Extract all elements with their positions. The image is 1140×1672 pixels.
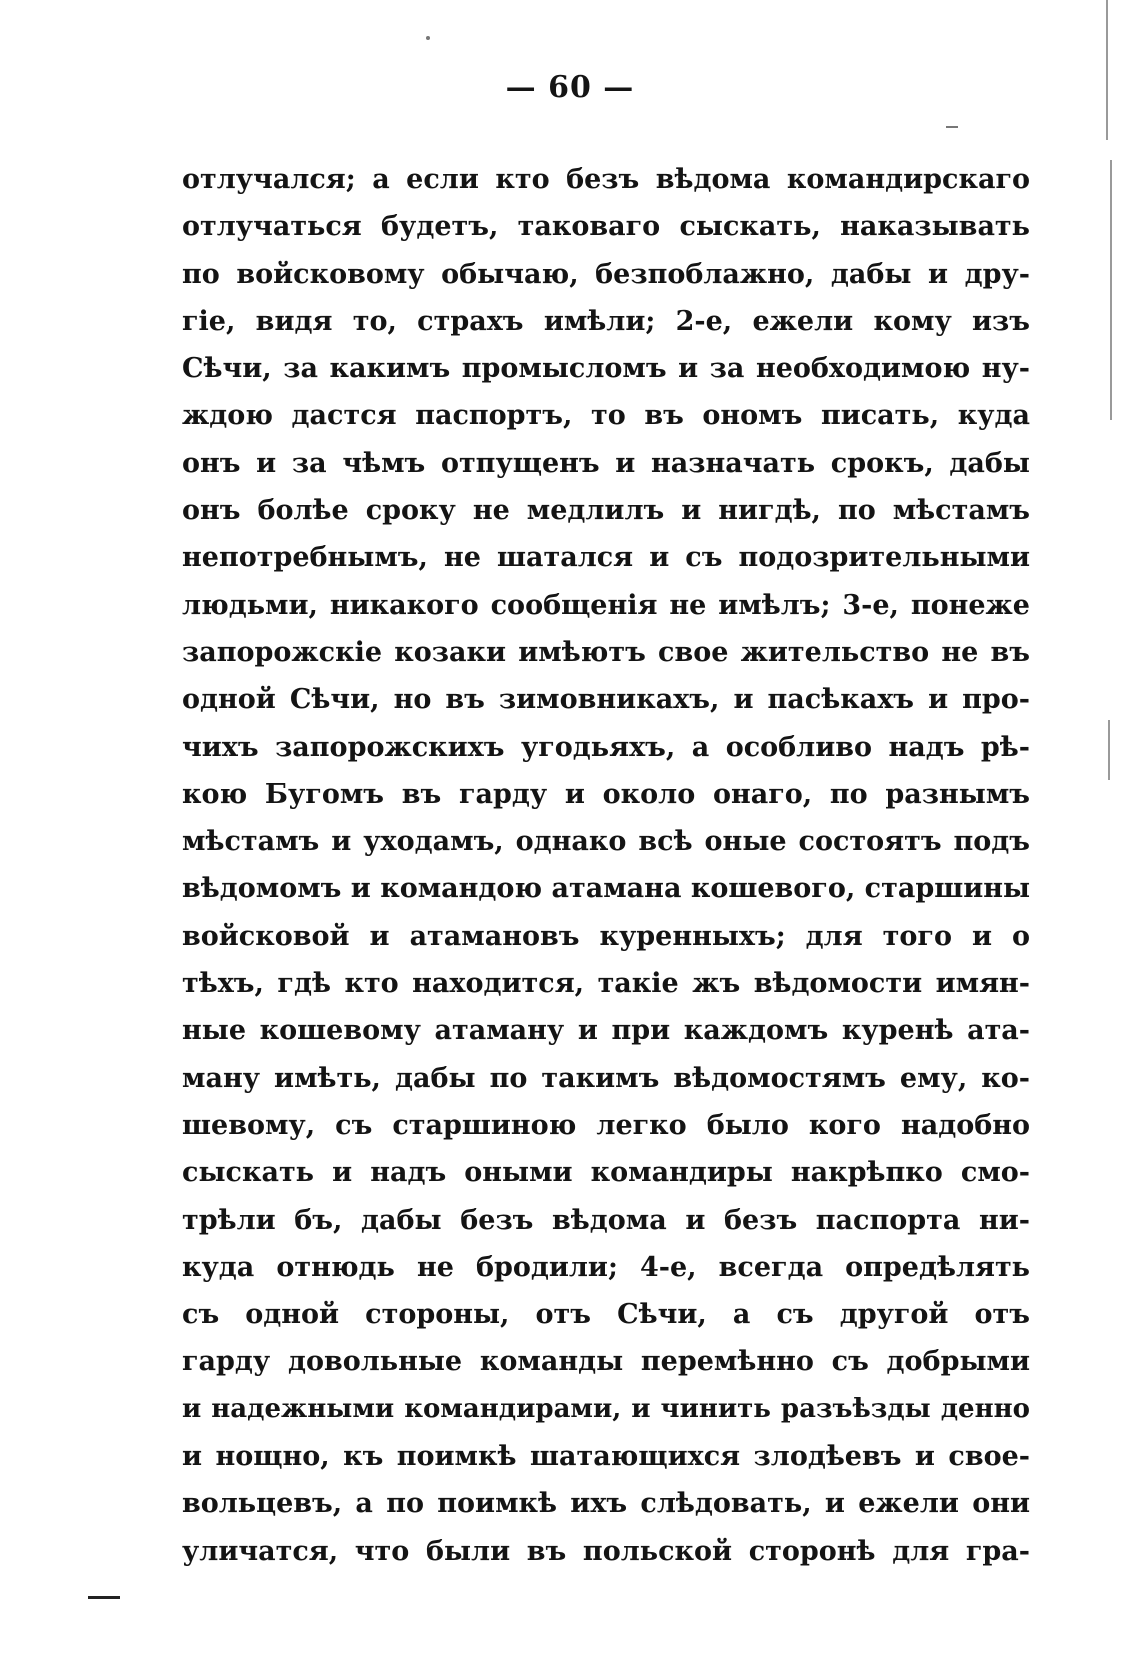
text-line: по войсковому обычаю, безпоблажно, дабы и дру- [182,258,1030,290]
text-line: ману имѣть, дабы по такимъ вѣдомостямъ ему, ко- [182,1062,1030,1094]
text-line: шевому, съ старшиною легко было кого надобно [182,1109,1030,1141]
body-text [182,156,1030,1575]
text-line: тѣхъ, гдѣ кто находится, такіе жъ вѣдомости имян- [182,968,1030,1000]
text-line: и нощно, къ поимкѣ шатающихся злодѣевъ и свое- [182,1441,1030,1473]
text-line: запорожскіе козаки имѣютъ свое жительство не въ [182,636,1030,668]
text-line: трѣли бъ, дабы безъ вѣдома и безъ паспорта ни- [182,1204,1030,1236]
text-line: непотребнымъ, не шатался и съ подозрительными [182,542,1030,574]
text-line: онъ болѣе сроку не медлилъ и нигдѣ, по мѣстамъ [182,495,1030,527]
scan-edge-mark [1110,160,1112,420]
text-line: и надежными командирами, и чинить разъѣзды денно [182,1393,1030,1424]
text-line: уличатся, что были въ польской сторонѣ для гра- [182,1535,1030,1567]
margin-rule [88,1596,120,1599]
text-line: гарду довольные команды перемѣнно съ добрыми [182,1346,1030,1378]
text-line: вѣдомомъ и командою атамана кошевого, старшины [182,873,1031,905]
page-number: — 60 — [505,70,635,105]
text-line: онъ и за чѣмъ отпущенъ и назначать срокъ, дабы [182,447,1030,479]
text-line: ждою дастся паспортъ, то въ ономъ писать, куда [182,400,1030,432]
text-line: сыскать и надъ оными командиры накрѣпко смо- [182,1157,1030,1189]
text-line: одной Сѣчи, но въ зимовникахъ, и пасѣкахъ и про- [182,684,1030,716]
text-line: чихъ запорожскихъ угодьяхъ, а особливо надъ рѣ- [182,731,1030,763]
text-line: отлучаться будетъ, таковаго сыскать, наказывать [182,211,1030,243]
text-line: отлучался; а если кто безъ вѣдома командирскаго [182,164,1030,195]
text-line: Сѣчи, за какимъ промысломъ и за необходимою ну- [182,353,1030,385]
text-line: мѣстамъ и уходамъ, однако всѣ оные состоятъ подъ [182,826,1030,858]
speck-mark [426,36,430,40]
text-line: вольцевъ, а по поимкѣ ихъ слѣдовать, и ежели они [182,1488,1030,1520]
text-line: людьми, никакого сообщенія не имѣлъ; 3-е, понеже [182,589,1030,621]
text-line: гіе, видя то, страхъ имѣли; 2-е, ежели кому изъ [182,305,1030,337]
text-line: куда отнюдь не бродили; 4-е, всегда опредѣлять [182,1251,1030,1283]
text-line: съ одной стороны, отъ Сѣчи, а съ другой отъ [182,1299,1030,1331]
scan-edge-mark [1108,720,1110,780]
speck-mark [946,126,958,128]
text-line: войсковой и атамановъ куренныхъ; для того и о [182,920,1030,952]
text-line: ные кошевому атаману и при каждомъ куренѣ ата- [182,1015,1030,1047]
text-line: кою Бугомъ въ гарду и около онаго, по разнымъ [182,778,1030,810]
